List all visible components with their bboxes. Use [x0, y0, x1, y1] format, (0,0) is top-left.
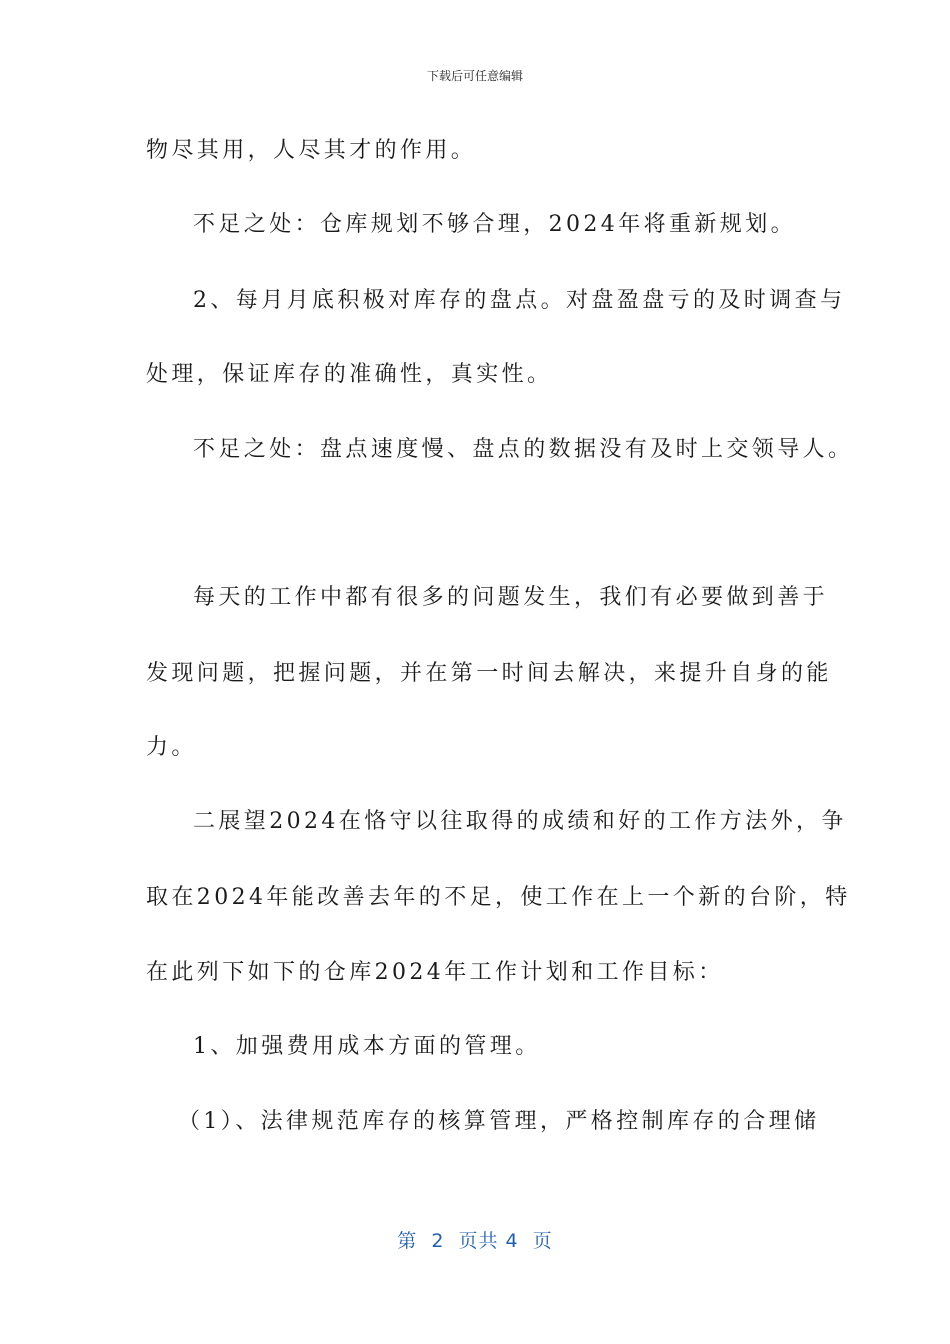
text-line: 不足之处：盘点速度慢、盘点的数据没有及时上交领导人。: [193, 437, 854, 462]
text-line: 处理，保证库存的准确性，真实性。: [146, 362, 553, 387]
text-line: 发现问题，把握问题，并在第一时间去解决，来提升自身的能: [146, 661, 832, 686]
header-note: 下载后可任意编辑: [426, 69, 523, 83]
text-line: （1）、法律规范库存的核算管理，严格控制库存的合理储: [178, 1109, 820, 1134]
text-line: 二展望2024在恪守以往取得的成绩和好的工作方法外，争: [193, 809, 847, 834]
text-line: 取在2024年能改善去年的不足，使工作在上一个新的台阶，特: [146, 885, 851, 910]
text-line: 不足之处：仓库规划不够合理，2024年将重新规划。: [193, 212, 796, 237]
text-line: 物尽其用，人尽其才的作用。: [146, 138, 477, 163]
text-line: 2、每月月底积极对库存的盘点。对盘盈盘亏的及时调查与: [193, 288, 846, 313]
text-line: 每天的工作中都有很多的问题发生，我们有必要做到善于: [193, 585, 829, 610]
page-number: 第 2 页共 4 页: [397, 1230, 553, 1252]
text-line: 力。: [146, 735, 197, 760]
text-line: 1、加强费用成本方面的管理。: [193, 1034, 541, 1059]
text-line: 在此列下如下的仓库2024年工作计划和工作目标：: [146, 960, 724, 985]
